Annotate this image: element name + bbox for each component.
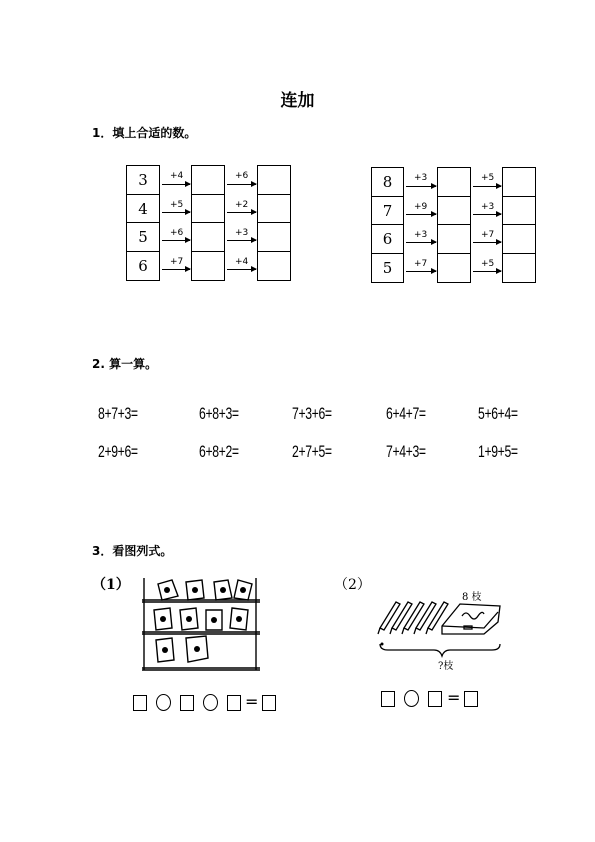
operation-label: +7 bbox=[170, 257, 184, 267]
operation-label: +2 bbox=[235, 200, 249, 210]
operation-label: +5 bbox=[170, 200, 184, 210]
section-1-heading: 1．填上合适的数。 bbox=[92, 126, 197, 140]
bottom-count-label: ?枝 bbox=[438, 661, 454, 672]
arrow-right-icon bbox=[473, 271, 501, 272]
start-number: 7 bbox=[371, 196, 404, 225]
answer-box[interactable] bbox=[257, 165, 291, 195]
start-number: 6 bbox=[126, 251, 160, 281]
start-number: 3 bbox=[126, 165, 160, 195]
answer-box[interactable] bbox=[257, 194, 291, 223]
answer-box[interactable] bbox=[437, 196, 471, 225]
operator-circle[interactable] bbox=[156, 694, 171, 711]
answer-box[interactable] bbox=[257, 251, 291, 281]
arrow-right-icon bbox=[227, 212, 256, 213]
exercise-item: 6+8+2= bbox=[199, 442, 239, 461]
answer-box[interactable] bbox=[191, 165, 225, 195]
operation-label: +6 bbox=[170, 228, 184, 238]
exercise-item: 2+9+6= bbox=[98, 442, 138, 461]
arrow-right-icon bbox=[162, 269, 190, 270]
answer-square[interactable] bbox=[464, 691, 478, 707]
shelf-illustration bbox=[136, 574, 266, 674]
exercise-item: 6+4+7= bbox=[386, 404, 426, 423]
arrow-right-icon bbox=[406, 186, 436, 187]
equals-sign: = bbox=[245, 692, 259, 711]
top-count-label: 8 枝 bbox=[462, 592, 482, 603]
arrow-right-icon bbox=[227, 269, 256, 270]
answer-box[interactable] bbox=[257, 222, 291, 252]
arrow-right-icon bbox=[473, 186, 501, 187]
arrow-right-icon bbox=[406, 214, 436, 215]
operation-label: +7 bbox=[481, 230, 495, 240]
operation-label: +3 bbox=[481, 202, 495, 212]
answer-square[interactable] bbox=[428, 691, 442, 707]
arrow-right-icon bbox=[227, 240, 256, 241]
answer-box[interactable] bbox=[502, 253, 536, 283]
answer-box[interactable] bbox=[437, 224, 471, 254]
picture-1-label: （1） bbox=[92, 577, 130, 593]
arrow-right-icon bbox=[162, 240, 190, 241]
operation-label: +3 bbox=[414, 230, 428, 240]
arrow-right-icon bbox=[406, 271, 436, 272]
answer-square[interactable] bbox=[381, 691, 395, 707]
exercise-item: 8+7+3= bbox=[98, 404, 138, 423]
exercise-item: 5+6+4= bbox=[478, 404, 518, 423]
operator-circle[interactable] bbox=[203, 694, 218, 711]
operation-label: +5 bbox=[481, 259, 495, 269]
start-number: 4 bbox=[126, 194, 160, 223]
arrow-right-icon bbox=[227, 184, 256, 185]
start-number: 8 bbox=[371, 167, 404, 197]
section-3-heading: 3．看图列式。 bbox=[92, 544, 173, 558]
operation-label: +4 bbox=[170, 171, 184, 181]
answer-box[interactable] bbox=[502, 196, 536, 225]
answer-square[interactable] bbox=[262, 695, 276, 711]
answer-box[interactable] bbox=[502, 224, 536, 254]
exercise-item: 2+7+5= bbox=[292, 442, 332, 461]
operation-label: +6 bbox=[235, 171, 249, 181]
operation-label: +9 bbox=[414, 202, 428, 212]
answer-square[interactable] bbox=[180, 695, 194, 711]
answer-box[interactable] bbox=[502, 167, 536, 197]
answer-box[interactable] bbox=[191, 251, 225, 281]
answer-box[interactable] bbox=[437, 167, 471, 197]
operation-label: +3 bbox=[235, 228, 249, 238]
picture-2-label: （2） bbox=[334, 577, 371, 593]
page-title: 连加 bbox=[280, 91, 315, 111]
arrow-right-icon bbox=[162, 212, 190, 213]
answer-square[interactable] bbox=[133, 695, 147, 711]
answer-box[interactable] bbox=[191, 194, 225, 223]
answer-square[interactable] bbox=[227, 695, 241, 711]
arrow-right-icon bbox=[406, 242, 436, 243]
section-2-heading: 2. 算一算。 bbox=[92, 357, 158, 371]
operation-label: +7 bbox=[414, 259, 428, 269]
exercise-item: 6+8+3= bbox=[199, 404, 239, 423]
exercise-item: 7+4+3= bbox=[386, 442, 426, 461]
start-number: 6 bbox=[371, 224, 404, 254]
equals-sign: = bbox=[447, 688, 461, 707]
start-number: 5 bbox=[371, 253, 404, 283]
answer-box[interactable] bbox=[191, 222, 225, 252]
answer-box[interactable] bbox=[437, 253, 471, 283]
operation-label: +5 bbox=[481, 173, 495, 183]
arrow-right-icon bbox=[162, 184, 190, 185]
arrow-right-icon bbox=[473, 242, 501, 243]
start-number: 5 bbox=[126, 222, 160, 252]
exercise-item: 7+3+6= bbox=[292, 404, 332, 423]
arrow-right-icon bbox=[473, 214, 501, 215]
operation-label: +4 bbox=[235, 257, 249, 267]
operator-circle[interactable] bbox=[404, 690, 419, 707]
exercise-item: 1+9+5= bbox=[478, 442, 518, 461]
operation-label: +3 bbox=[414, 173, 428, 183]
